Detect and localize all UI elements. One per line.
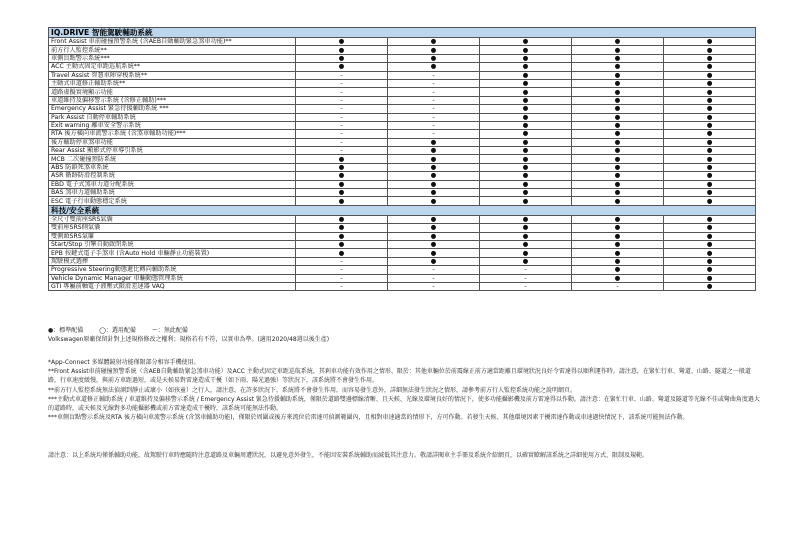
availability-cell: ● [296, 172, 388, 180]
availability-cell: - [296, 105, 388, 113]
availability-cell: ● [572, 71, 664, 79]
availability-cell: ● [296, 224, 388, 232]
availability-cell: ● [388, 197, 480, 205]
table-row [49, 172, 756, 180]
availability-cell: ● [296, 63, 388, 71]
table-row [49, 88, 756, 96]
availability-cell: - [388, 282, 480, 290]
section-header [49, 205, 756, 215]
availability-cell: ● [664, 249, 756, 257]
disclaimer [48, 451, 760, 460]
table-row [49, 121, 756, 129]
availability-cell: - [388, 121, 480, 129]
availability-cell: ● [388, 249, 480, 257]
table-row [49, 282, 756, 290]
availability-cell: ● [572, 63, 664, 71]
table-row [49, 180, 756, 188]
table-row [49, 249, 756, 257]
availability-cell: ● [664, 155, 756, 163]
section-title: IQ.DRIVE 智能駕駛輔助系統 [49, 28, 756, 38]
availability-cell: - [388, 71, 480, 79]
feature-name: 車側盲點警示系統*** [49, 54, 296, 62]
table-row [49, 155, 756, 163]
availability-cell: ● [480, 105, 572, 113]
availability-cell: ● [572, 274, 664, 282]
legend-none: ー：無此配備 [151, 327, 188, 334]
availability-cell: ● [664, 113, 756, 121]
availability-cell: ● [664, 96, 756, 104]
availability-cell: ● [388, 224, 480, 232]
availability-cell: - [296, 257, 388, 265]
availability-cell: ● [388, 138, 480, 146]
availability-cell: ● [388, 38, 480, 46]
feature-name: ABS 防鎖死煞車系統 [49, 163, 296, 171]
availability-cell: ● [480, 172, 572, 180]
table-row [49, 215, 756, 223]
availability-cell: ● [480, 113, 572, 121]
availability-cell: - [388, 79, 480, 87]
availability-cell: ● [296, 240, 388, 248]
availability-cell: ● [480, 46, 572, 54]
table-row [49, 63, 756, 71]
availability-cell: ● [388, 180, 480, 188]
section-header [49, 28, 756, 38]
feature-name: Front Assist 車前碰撞預警系統 (含AEB自動輔助緊急煞車功能)** [49, 38, 296, 46]
rights-note: Volkswagen原廠保留針對上述規格修改之權利；規格若有不符，以實車為準。(適用2020/48週以後生產) [48, 336, 330, 344]
table-row [49, 130, 756, 138]
availability-cell: ● [572, 105, 664, 113]
availability-cell: ● [664, 130, 756, 138]
feature-name: Emergency Assist 緊急待援輔助系統 *** [49, 105, 296, 113]
availability-cell: ● [480, 249, 572, 257]
availability-cell: ● [480, 257, 572, 265]
feature-name: BAS 煞車力道輔助系統 [49, 189, 296, 197]
availability-cell: ● [480, 224, 572, 232]
availability-cell: ● [664, 38, 756, 46]
table-row [49, 257, 756, 265]
availability-cell: ● [572, 138, 664, 146]
spec-table [48, 27, 756, 291]
feature-name: 全尺寸雙前座SRS氣囊 [49, 215, 296, 223]
feature-name: GTI 專屬前軸電子液壓式限滑差速器 VAQ [49, 282, 296, 290]
availability-cell: - [388, 105, 480, 113]
availability-cell: ● [664, 257, 756, 265]
availability-cell: ● [480, 54, 572, 62]
availability-cell: ● [388, 163, 480, 171]
table-row [49, 46, 756, 54]
availability-cell: ● [664, 282, 756, 290]
availability-cell: ● [388, 155, 480, 163]
availability-cell: ● [572, 130, 664, 138]
feature-name: Progressive Steering動態遞比轉向輔助系統 [49, 266, 296, 274]
table-row [49, 266, 756, 274]
disclaimer-text: 請注意：以上系統均僅係輔助功能，故駕駛行車時應隨時注意道路及車輛周遭狀況，以避免意外發生，不能因安裝系統輔助而減低其注意力。敬請詳閱車主手冊及系統介紹網頁，以確實瞭解該系統之詳細使用方式、限制及規範。 [48, 452, 649, 459]
availability-cell: - [296, 274, 388, 282]
availability-cell: ● [388, 232, 480, 240]
availability-cell: - [296, 71, 388, 79]
availability-cell: ● [572, 180, 664, 188]
table-row [49, 197, 756, 205]
availability-cell: ● [664, 71, 756, 79]
availability-cell: ● [480, 232, 572, 240]
availability-cell: ● [480, 240, 572, 248]
availability-cell: ● [296, 232, 388, 240]
availability-cell: ● [572, 88, 664, 96]
availability-cell: ● [572, 249, 664, 257]
feature-name: Rear Assist 顯影式停車導引系統 [49, 147, 296, 155]
availability-cell: ● [664, 63, 756, 71]
availability-cell: ● [388, 240, 480, 248]
availability-cell: ● [664, 215, 756, 223]
availability-cell: ● [388, 215, 480, 223]
availability-cell: ● [572, 121, 664, 129]
availability-cell: - [296, 113, 388, 121]
availability-cell: ● [572, 224, 664, 232]
footnote: ***車側盲點警示系統及RTA 後方橫向車流警示系統 (含煞車輔助功能)，僅限於周圍或後方來流位於雷達可偵測範圍內，且相對車速適當的情形下，方可作動。若發生天候、其他環境因素干擾雷達作動或車速過快情況下，該系統可能無法作動。 [48, 414, 689, 422]
table-row [49, 232, 756, 240]
feature-name: 雙側頭SRS氣簾 [49, 232, 296, 240]
feature-name: Park Assist 自動停車輔助系統 [49, 113, 296, 121]
feature-name: EPB 按鍵式電子手煞車 (含Auto Hold 車輛靜止功能裝置) [49, 249, 296, 257]
availability-cell: ● [572, 155, 664, 163]
availability-cell: ● [664, 46, 756, 54]
feature-name: RTA 後方橫向車流警示系統 (含煞車輔助功能)*** [49, 130, 296, 138]
availability-cell: ● [572, 38, 664, 46]
availability-cell: ● [572, 266, 664, 274]
availability-cell: - [296, 96, 388, 104]
availability-cell: ● [480, 71, 572, 79]
legend [48, 326, 760, 344]
feature-name: 前方行人監控系統** [49, 46, 296, 54]
availability-cell: ● [480, 138, 572, 146]
feature-name: Vehicle Dynamic Manager 車輛動態管理系統 [49, 274, 296, 282]
availability-cell: ● [664, 274, 756, 282]
availability-cell: ● [480, 38, 572, 46]
footnotes [48, 358, 760, 422]
availability-cell: - [388, 274, 480, 282]
availability-cell: ● [572, 197, 664, 205]
table-row [49, 79, 756, 87]
availability-cell: ● [480, 197, 572, 205]
table-row [49, 147, 756, 155]
availability-cell: - [388, 266, 480, 274]
availability-cell: ● [664, 266, 756, 274]
availability-cell: ● [664, 138, 756, 146]
availability-cell: ● [296, 163, 388, 171]
table-row [49, 38, 756, 46]
availability-cell: ● [664, 172, 756, 180]
availability-cell: - [388, 88, 480, 96]
availability-cell: ● [572, 257, 664, 265]
table-row [49, 274, 756, 282]
availability-cell: - [296, 88, 388, 96]
availability-cell: ● [296, 155, 388, 163]
feature-name: Start/Stop 引擎自動啟閉系統 [49, 240, 296, 248]
availability-cell: ● [296, 197, 388, 205]
feature-name: EBD 電子式煞車力道分配系統 [49, 180, 296, 188]
table-row [49, 240, 756, 248]
availability-cell: ● [664, 105, 756, 113]
availability-cell: ● [572, 46, 664, 54]
availability-cell: ● [572, 240, 664, 248]
availability-cell: - [480, 274, 572, 282]
feature-name: Exit warning 離車安全警示系統 [49, 121, 296, 129]
availability-cell: ● [664, 79, 756, 87]
availability-cell: - [296, 121, 388, 129]
availability-cell: ● [296, 189, 388, 197]
availability-cell: ● [388, 54, 480, 62]
availability-cell: ● [572, 189, 664, 197]
availability-cell: - [388, 130, 480, 138]
availability-cell: ● [296, 215, 388, 223]
availability-cell: ● [480, 155, 572, 163]
availability-cell: ● [480, 215, 572, 223]
availability-cell: ● [572, 113, 664, 121]
feature-name: 車道維持及偏移警示系統 (含修正輔助)*** [49, 96, 296, 104]
availability-cell: ● [480, 88, 572, 96]
availability-cell: ● [664, 240, 756, 248]
availability-cell: ● [664, 189, 756, 197]
availability-cell: ● [480, 96, 572, 104]
availability-cell: - [296, 138, 388, 146]
availability-cell: - [296, 147, 388, 155]
feature-name: ASR 循跡防滑控制系統 [49, 172, 296, 180]
availability-cell: ● [664, 163, 756, 171]
availability-cell: ● [388, 147, 480, 155]
feature-name: 主動式車道修正輔助系統** [49, 79, 296, 87]
footnote: **前方行人監控系統無法偵測到靜止或壞小（如孩童）之行人，請注意，在許多狀況下，系統將不會發生作用，而容易發生意外，詳細無法發生狀況之情形，請參考前方行人監控系統功能之說明網頁。 [48, 386, 577, 394]
footnote: ***主動式車道修正輔助系統 / 車道維持及偏移警示系統 / Emergency Assist 緊急待援輔助系統，僅限於道路雙邊標線清晰、且天候、光線及環境良好的情況下，使多功能攝影機及前方雷達得以作動。請注意：在緊忙行車、山路、彎道及隧道等光線不佳或彎曲角度過大的道路時，或天候及光線對多功能攝影機或前方雷達造成干擾時，該系統可能無法作動。 [48, 395, 760, 413]
feature-name: 道路虛擬實境顯示功能 [49, 88, 296, 96]
availability-cell: ● [296, 180, 388, 188]
availability-cell: ● [480, 121, 572, 129]
availability-cell: ● [480, 63, 572, 71]
availability-cell: ● [572, 96, 664, 104]
legend-optional: ◯：選用配備 [99, 327, 136, 334]
availability-cell: ● [480, 130, 572, 138]
availability-cell: - [296, 266, 388, 274]
availability-cell: - [480, 266, 572, 274]
availability-cell: ● [664, 232, 756, 240]
availability-cell: ● [388, 172, 480, 180]
availability-cell: ● [664, 54, 756, 62]
availability-cell: ● [572, 79, 664, 87]
footnote: **Front Assist車前碰撞預警系統（含AEB自動輔助緊急煞車功能）及ACC 主動式固定車距巡航系統，其剎車功能有效作用之情形、限於：其他車輛位於前震線正前方適當距離且環境狀況良好令雷達得以順利運作時。請注意，在緊忙行車、彎道、山路、隧道之一般道路，行車速度緩慢，與前方車距過短，或是天候易對雷達造成干擾（如下雨、陽光過強）等狀況下，該系統將不會發生作用。 [48, 368, 751, 385]
availability-cell: ● [572, 54, 664, 62]
feature-name: 駕駛模式選擇 [49, 257, 296, 265]
footnote: *App-Connect 多媒體鏡射功能僅限部分相容手機使用。 [48, 359, 200, 366]
feature-name: MCB 二次碰撞預防系統 [49, 155, 296, 163]
availability-cell: ● [388, 63, 480, 71]
availability-cell: ● [388, 257, 480, 265]
availability-cell: ● [572, 172, 664, 180]
section-title: 科技/安全系統 [49, 205, 756, 215]
availability-cell: - [296, 130, 388, 138]
availability-cell: ● [664, 147, 756, 155]
availability-cell: - [296, 79, 388, 87]
availability-cell: ● [664, 121, 756, 129]
availability-cell: ● [296, 46, 388, 54]
availability-cell: ● [388, 46, 480, 54]
availability-cell: - [296, 282, 388, 290]
table-row [49, 189, 756, 197]
availability-cell: ● [664, 88, 756, 96]
availability-cell: ● [664, 180, 756, 188]
availability-cell: ● [480, 79, 572, 87]
table-row [49, 138, 756, 146]
feature-name: ESC 電子行車動態穩定系統 [49, 197, 296, 205]
availability-cell: ● [480, 163, 572, 171]
table-row [49, 113, 756, 121]
availability-cell: - [572, 282, 664, 290]
feature-name: Travel Assist 智慧車陣穿梭系統** [49, 71, 296, 79]
availability-cell: ● [572, 232, 664, 240]
availability-cell: - [388, 113, 480, 121]
feature-name: 雙前座SRS側氣囊 [49, 224, 296, 232]
table-row [49, 105, 756, 113]
table-row [49, 54, 756, 62]
availability-cell: ● [572, 215, 664, 223]
availability-cell: ● [572, 147, 664, 155]
availability-cell: ● [388, 189, 480, 197]
availability-cell: ● [664, 197, 756, 205]
table-row [49, 224, 756, 232]
availability-cell: ● [296, 249, 388, 257]
legend-standard: ●：標準配備 [48, 327, 84, 334]
availability-cell: - [388, 96, 480, 104]
availability-cell: ● [480, 147, 572, 155]
feature-name: 後方輔助停車煞車功能 [49, 138, 296, 146]
availability-cell: ● [572, 163, 664, 171]
table-row [49, 71, 756, 79]
availability-cell: ● [480, 180, 572, 188]
availability-cell: ● [664, 224, 756, 232]
table-row [49, 96, 756, 104]
availability-cell: - [480, 282, 572, 290]
table-row [49, 163, 756, 171]
availability-cell: ● [296, 38, 388, 46]
availability-cell: ● [480, 189, 572, 197]
availability-cell: ● [296, 54, 388, 62]
feature-name: ACC 主動式固定車距巡航系統** [49, 63, 296, 71]
